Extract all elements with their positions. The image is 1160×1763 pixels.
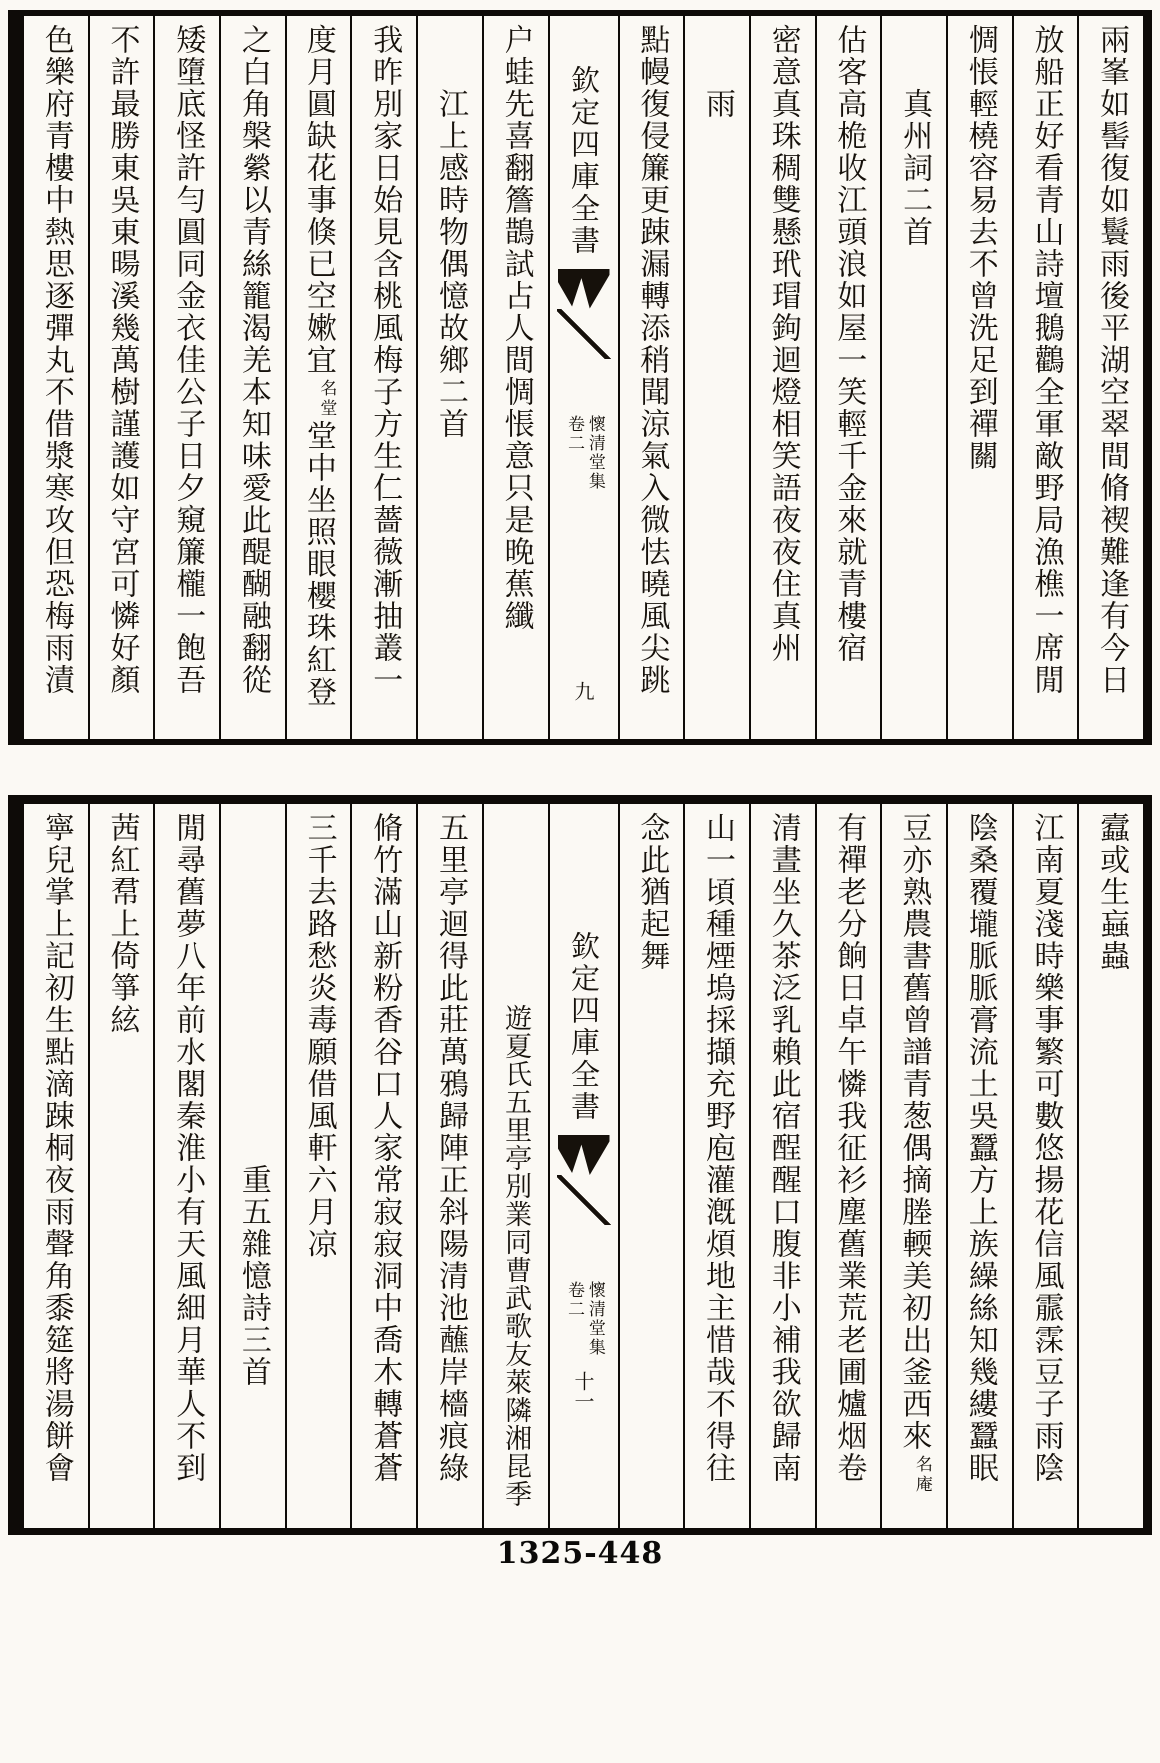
text-column <box>285 804 351 1528</box>
column-text: 有禪老分餉日卓午憐我征衫塵舊業荒老圃爐烟卷 <box>831 812 867 1484</box>
folio-block-top <box>8 10 1152 745</box>
fishtail-tab-icon <box>558 1135 610 1175</box>
text-column <box>749 804 815 1528</box>
column-text: 放船正好看青山詩壇鵝鸛全軍敵野局漁樵一席閒 <box>1028 24 1064 696</box>
interlinear-note <box>316 379 337 417</box>
volume-number: 卷二 <box>564 1281 584 1319</box>
text-column <box>219 804 285 1528</box>
column-text: 閒尋舊夢八年前水閣秦淮小有天風細月華人不到 <box>170 812 206 1484</box>
column-text: 雨 <box>700 88 736 120</box>
text-column <box>482 804 548 1528</box>
column-text: 我昨別家日始見含桃風梅子方生仁薔薇漸抽叢一 <box>367 24 403 696</box>
volume-number: 卷二 <box>564 414 584 453</box>
column-text: 矮墮底怪許勻圓同金衣佳公子日夕窺簾櫳一飽吾 <box>170 24 206 696</box>
text-column <box>815 804 881 1528</box>
collection-title: 懷清堂集 <box>584 1281 605 1357</box>
folio-number: 九 <box>571 680 595 701</box>
text-column <box>153 16 219 739</box>
text-column <box>880 804 946 1528</box>
collection-title: 懷清堂集 <box>584 414 605 491</box>
text-column <box>285 16 351 739</box>
column-text: 遊夏氏五里亭別業同曹武歌友萊隣湘昆季 <box>500 1004 532 1508</box>
column-text: 山一頃種煙塢採擷充野庖灌漑煩地主惜哉不得往 <box>700 812 736 1484</box>
annotation-char: 名 <box>911 1455 932 1473</box>
column-text: 江南夏淺時樂事繁可數悠揚花信風霢霂豆子雨陰 <box>1028 812 1064 1484</box>
banxin-book-title: 欽定四庫全書 <box>567 931 601 1123</box>
text-column <box>88 16 154 739</box>
column-text: 真州詞二首 <box>897 88 933 248</box>
annotation-char: 庵 <box>911 1475 932 1493</box>
interlinear-note <box>913 1455 930 1493</box>
text-column <box>350 804 416 1528</box>
column-text: 茜紅帬上倚箏絃 <box>104 812 140 1036</box>
text-column <box>880 16 946 739</box>
text-column <box>618 804 684 1528</box>
text-column <box>683 804 749 1528</box>
text-column <box>416 804 482 1528</box>
column-text: 度月圓缺花事倏已空嫰宜 堂 名 堂中坐照眼櫻珠紅登 <box>300 24 337 708</box>
text-column <box>1012 16 1078 739</box>
column-text: 密意真珠稠雙懸玳瑁鉤迴燈相笑語夜夜住真州 <box>765 24 801 664</box>
column-text: 户蛙先喜翻簷鵲試占人間惆悵意只是晚蕉纖 <box>498 24 534 632</box>
text-column <box>946 804 1012 1528</box>
column-text: 兩峯如髻復如鬟雨後平湖空翠間脩褉難逢有今日 <box>1094 24 1130 696</box>
text-column <box>683 16 749 739</box>
text-column <box>1012 804 1078 1528</box>
banxin-column <box>548 16 618 739</box>
column-text: 江上感時物偶憶故鄉二首 <box>432 88 468 440</box>
column-text: 寧兒掌上記初生點滴踈桐夜雨聲角黍筵將湯餅會 <box>38 812 74 1484</box>
column-text: 五里亭迴得此莊萬鴉歸陣正斜陽清池蘸岸檣痕綠 <box>432 812 468 1484</box>
column-text: 點幔復侵簾更踈漏轉添稍聞涼氣入微怯曉風尖跳 <box>634 24 670 696</box>
tab-tail-mark <box>557 1175 611 1225</box>
column-text: 清晝坐久茶泛乳賴此宿酲醒口腹非小補我欲歸南 <box>765 812 801 1484</box>
text-column <box>1077 804 1143 1528</box>
annotation-char: 名 <box>316 379 337 397</box>
text-column <box>24 16 88 739</box>
text-column <box>749 16 815 739</box>
text-column <box>88 804 154 1528</box>
text-column <box>946 16 1012 739</box>
text-column <box>618 16 684 739</box>
column-text: 色樂府青樓中熱思逐彈丸不借漿寒攻但恐梅雨漬 <box>38 24 74 696</box>
text-column <box>416 16 482 739</box>
column-text: 念此猶起舞 <box>634 812 670 972</box>
column-text: 豆亦熟農書舊曾譜青葱偶摘塍輭美初出釜西來 庵 名 <box>896 812 932 1493</box>
text-column <box>482 16 548 739</box>
banxin-volume-label <box>564 415 603 491</box>
text-column <box>153 804 219 1528</box>
fishtail-tab-icon <box>558 269 610 309</box>
banxin-book-title: 欽定四庫全書 <box>567 64 601 257</box>
tab-tail-mark <box>557 309 611 359</box>
text-column <box>24 804 88 1528</box>
column-text: 陰桑覆壠脈脈膏流土吳蠶方上族繰絲知幾縷蠶眠 <box>962 812 998 1484</box>
column-text: 脩竹滿山新粉香谷口人家常寂寂洞中喬木轉蒼蒼 <box>367 812 403 1484</box>
scan-number: 1325-448 <box>496 1536 664 1571</box>
text-column <box>815 16 881 739</box>
banxin-column <box>548 804 618 1528</box>
folio-number: 十一 <box>571 1371 595 1411</box>
column-text: 不許最勝東吳東暘溪幾萬樹謹護如守宮可憐好顏 <box>104 24 140 696</box>
column-text: 三千去路愁炎毒願借風軒六月凉 <box>301 812 337 1260</box>
text-column <box>219 16 285 739</box>
column-text: 估客高桅收江頭浪如屋一笑輕千金來就青樓宿 <box>831 24 867 664</box>
text-column <box>350 16 416 739</box>
annotation-char: 堂 <box>316 399 337 417</box>
column-text: 重五雜憶詩三首 <box>235 1164 271 1388</box>
text-column <box>1077 16 1143 739</box>
column-text: 蠧或生蝱蟲 <box>1094 812 1130 972</box>
banxin-volume-label <box>564 1281 603 1357</box>
column-text: 惆悵輕橈容易去不曾洗足到禪關 <box>962 24 998 472</box>
folio-block-bottom <box>8 795 1152 1535</box>
column-text: 之白角槃縈以青絲籠渴羌本知味愛此醍醐融翻從 <box>235 24 271 696</box>
